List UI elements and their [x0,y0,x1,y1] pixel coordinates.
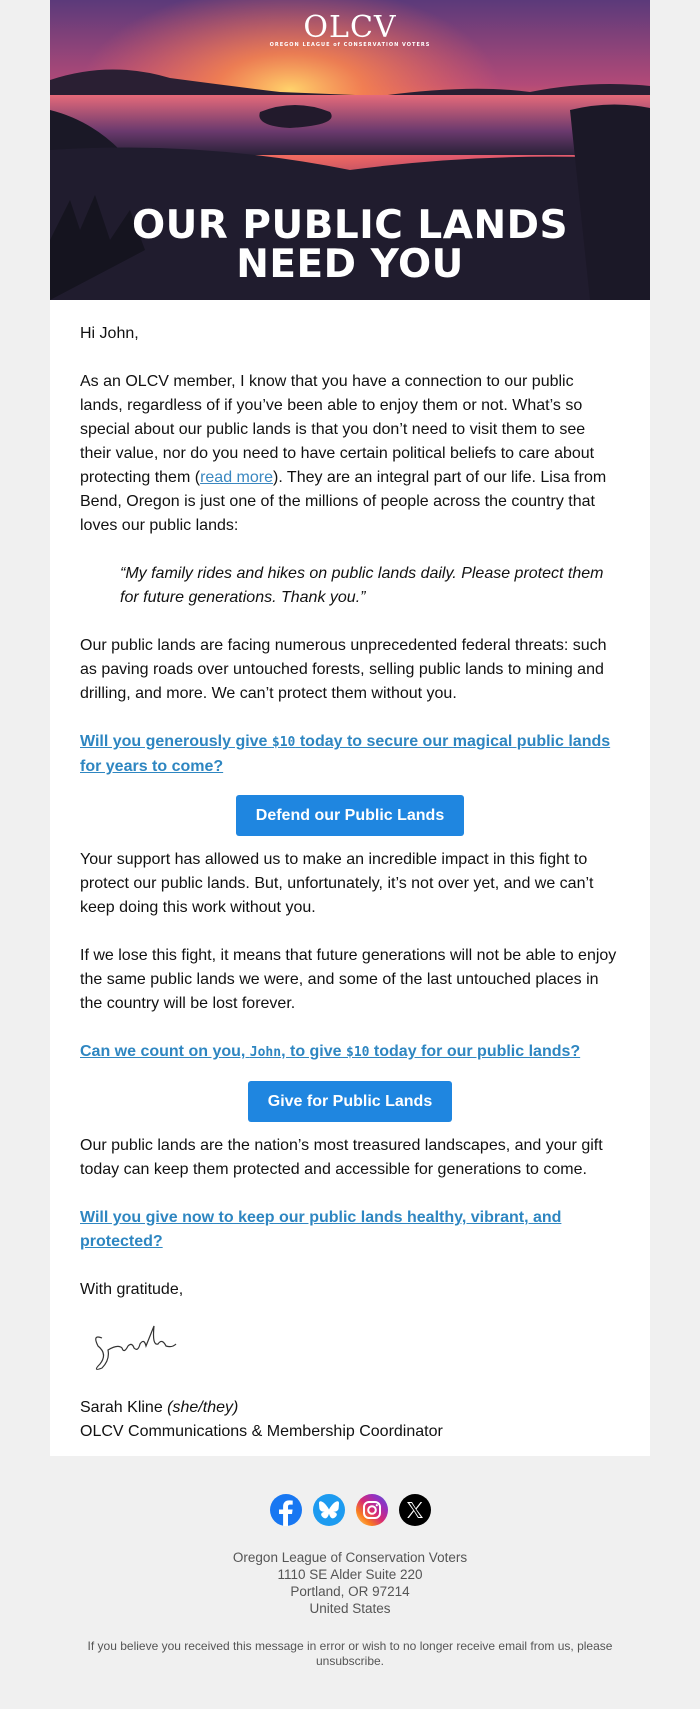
cta-link-2[interactable]: Can we count on you, John, to give $10 today for our public lands? [80,1043,581,1060]
paragraph-threats: Our public lands are facing numerous unprecedented federal threats: such as paving roads over untouched forests, selling public lands to mining and drilling, and more. We can’t protect them without you. [80,637,607,702]
address-country: United States [309,1601,391,1616]
logo-mark: OLCV [303,10,397,45]
org-name: Oregon League of Conservation Voters [232,1550,468,1565]
read-more-link[interactable]: read more [200,469,273,486]
signer-name: Sarah Kline [80,1399,163,1416]
footer [0,1456,700,1669]
email-content [50,300,650,1444]
signature-image [88,1316,620,1384]
instagram-icon[interactable] [356,1494,388,1526]
bluesky-icon[interactable] [313,1494,345,1526]
address-street: 1110 SE Alder Suite 220 [277,1567,423,1582]
olcv-logo[interactable] [50,10,650,48]
email-body [50,0,650,1456]
signer-title: OLCV Communications & Membership Coordinator [80,1423,443,1440]
cta-link-3[interactable]: Will you give now to keep our public lands healthy, vibrant, and protected? [80,1209,562,1250]
logo-subtext: OREGON LEAGUE of CONSERVATION VOTERS [269,42,431,48]
org-address [0,1549,700,1617]
paragraph-support: Your support has allowed us to make an incredible impact in this fight to protect our public lands. But, unfortunately, it’s not over yet, and we can’t keep doing this work without you. [80,851,594,916]
social-links [0,1494,700,1526]
signer-block [80,1396,620,1444]
give-public-lands-button[interactable]: Give for Public Lands [248,1081,452,1122]
facebook-icon[interactable] [270,1494,302,1526]
paragraph-intro: As an OLCV member, I know that you have a connection to our public lands, regardless of if you’ve been able to enjoy them or not. What’s so special about our public lands is that you don’t need to visit them to see their value, nor do you need to have certain political beliefs to care about protecting them (read more). They are an integral part of our life. Lisa from Bend, Oregon is just one of the millions of people across the country that loves our public lands: [80,373,607,534]
address-city: Portland, OR 97214 [290,1584,410,1599]
greeting: Hi John, [80,325,139,342]
signer-pronouns: (she/they) [167,1399,239,1416]
closing: With gratitude, [80,1281,184,1298]
unsubscribe-text[interactable]: If you believe you received this message in error or wish to no longer receive email from us, please unsubscribe. [87,1639,613,1668]
paragraph-treasured: Our public lands are the nation’s most treasured landscapes, and your gift today can keep them protected and accessible for generations to come. [80,1137,603,1178]
cta-link-1[interactable]: Will you generously give $10 today to secure our magical public lands for years to come? [80,733,611,775]
x-icon[interactable] [399,1494,431,1526]
hero-title [50,203,650,287]
defend-public-lands-button[interactable]: Defend our Public Lands [236,795,464,836]
hero-title-line2: NEED YOU [236,242,464,287]
quote: “My family rides and hikes on public lands daily. Please protect them for future generations. Thank you.” [120,565,604,606]
hero-banner [50,0,650,300]
paragraph-lose: If we lose this fight, it means that future generations will not be able to enjoy the same public lands we were, and some of the last untouched places in the country will be lost forever. [80,947,617,1012]
hero-title-line1: OUR PUBLIC LANDS [131,203,569,248]
